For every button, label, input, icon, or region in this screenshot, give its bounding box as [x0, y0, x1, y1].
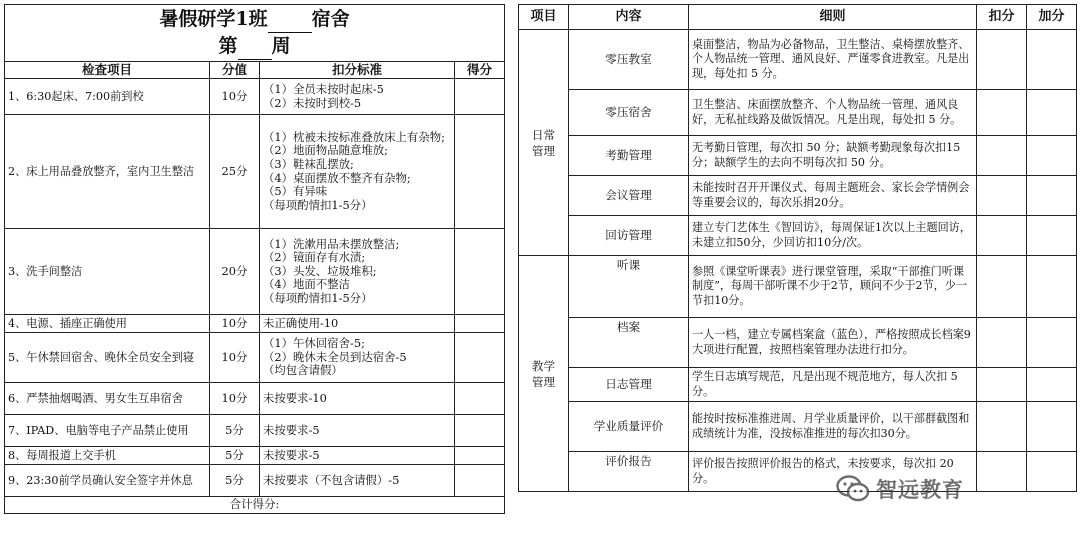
inspection-score: 5分	[210, 447, 260, 465]
rule-row	[519, 402, 1077, 452]
plus-input-cell[interactable]	[1027, 256, 1077, 318]
plus-input-cell[interactable]	[1027, 402, 1077, 452]
plus-input-cell[interactable]	[1027, 136, 1077, 176]
criteria-line: （4）桌面摆放不整齐有杂物;	[263, 170, 411, 185]
criteria-line: 未按要求-10	[263, 390, 327, 405]
rule-row	[519, 136, 1077, 176]
header-row	[5, 62, 505, 79]
header-item: 检查项目	[5, 62, 210, 79]
plus-input-cell[interactable]	[1027, 318, 1077, 368]
rule-detail: 能按时按标准推进周、月学业质量评价，以干部群截图和成绩统计为准，没按标准推进的每次扣30分。	[689, 402, 977, 452]
inspection-row	[5, 383, 505, 415]
watermark-text: 智远教育	[876, 478, 964, 502]
minus-input-cell[interactable]	[977, 256, 1027, 318]
rule-content: 会议管理	[569, 176, 689, 216]
inspection-item: 5、午休禁回宿舍、晚休全员安全到寝	[5, 333, 210, 383]
deduction-criteria	[260, 229, 455, 315]
rule-content: 档案	[569, 318, 689, 368]
criteria-line: （均包含请假）	[263, 363, 343, 378]
sheet-title	[5, 5, 505, 62]
header-category: 项目	[519, 5, 569, 30]
rules-rows	[519, 30, 1077, 492]
inspection-row	[5, 465, 505, 497]
week-number-blank[interactable]	[238, 33, 272, 60]
rule-row	[519, 90, 1077, 136]
criteria-line: 未按要求-5	[263, 447, 320, 462]
deduction-criteria	[260, 333, 455, 383]
inspection-score: 10分	[210, 79, 260, 115]
header-content: 内容	[569, 5, 689, 30]
criteria-line: （1）全员未按时起床-5	[263, 81, 384, 96]
inspection-score: 25分	[210, 115, 260, 229]
criteria-line: （5）有异味	[263, 184, 328, 199]
rule-content: 学业质量评价	[569, 402, 689, 452]
minus-input-cell[interactable]	[977, 216, 1027, 256]
title-prefix: 暑假研学1班	[159, 8, 268, 30]
rule-content: 零压宿舍	[569, 90, 689, 136]
inspection-item: 9、23:30前学员确认安全签字并休息	[5, 465, 210, 497]
inspection-score: 20分	[210, 229, 260, 315]
plus-input-cell[interactable]	[1027, 176, 1077, 216]
criteria-line: （2）地面物品随意堆放;	[263, 143, 388, 158]
criteria-line: （1）午休回宿舍-5;	[263, 336, 365, 351]
inspection-score: 10分	[210, 333, 260, 383]
criteria-line: （每项酌情扣1-5分）	[263, 290, 373, 305]
criteria-line: （3）头发、垃圾堆积;	[263, 263, 377, 278]
inspection-item: 7、IPAD、电脑等电子产品禁止使用	[5, 415, 210, 447]
rule-detail: 评价报告按照评价报告的格式，未按要求，每次扣 20分。	[689, 452, 977, 492]
total-row	[5, 497, 505, 514]
header-plus: 加分	[1027, 5, 1077, 30]
inspection-item: 2、床上用品叠放整齐，室内卫生整洁	[5, 115, 210, 229]
rule-content: 评价报告	[569, 452, 689, 492]
minus-input-cell[interactable]	[977, 30, 1027, 90]
minus-input-cell[interactable]	[977, 318, 1027, 368]
week-prefix: 第	[218, 35, 238, 57]
score-input-cell[interactable]	[455, 415, 505, 447]
minus-input-cell[interactable]	[977, 90, 1027, 136]
deduction-criteria	[260, 465, 455, 497]
header-score: 分值	[210, 62, 260, 79]
management-rules-sheet	[518, 4, 1077, 492]
criteria-line: 未正确使用-10	[263, 315, 339, 330]
inspection-score: 5分	[210, 465, 260, 497]
rule-category	[519, 256, 569, 492]
rule-content: 日志管理	[569, 368, 689, 402]
inspection-item: 6、严禁抽烟喝酒、男女生互串宿舍	[5, 383, 210, 415]
rule-detail: 桌面整洁，物品为必备物品，卫生整洁、桌椅摆放整齐、个人物品统一管理、通风良好、严谨零食进教室。凡是出现，每处扣 5 分。	[689, 30, 977, 90]
score-input-cell[interactable]	[455, 465, 505, 497]
rule-content: 考勤管理	[569, 136, 689, 176]
score-input-cell[interactable]	[455, 383, 505, 415]
rule-category-label: 教学管理	[531, 358, 556, 389]
deduction-criteria	[260, 415, 455, 447]
rule-row	[519, 256, 1077, 318]
rule-detail: 建立专门艺体生《智回访》，每周保证1次以上主题回访，未建立扣50分，少回访扣10分/次。	[689, 216, 977, 256]
inspection-row	[5, 447, 505, 465]
rule-row	[519, 368, 1077, 402]
rule-detail: 一人一档，建立专属档案盒（蓝色），严格按照成长档案9大项进行配置，按照档案管理办法进行扣分。	[689, 318, 977, 368]
rule-detail: 学生日志填写规范，凡是出现不规范地方，每人次扣 5 分。	[689, 368, 977, 402]
plus-input-cell[interactable]	[1027, 90, 1077, 136]
rule-row	[519, 176, 1077, 216]
score-input-cell[interactable]	[455, 315, 505, 333]
total-label: 合计得分:	[5, 497, 505, 514]
inspection-rows	[5, 79, 505, 497]
criteria-line: 未按要求-5	[263, 422, 320, 437]
score-input-cell[interactable]	[455, 115, 505, 229]
rule-content: 回访管理	[569, 216, 689, 256]
deduction-criteria	[260, 115, 455, 229]
dorm-inspection-sheet	[4, 4, 505, 514]
header-detail: 细则	[689, 5, 977, 30]
dorm-number-blank[interactable]	[268, 6, 312, 33]
minus-input-cell[interactable]	[977, 368, 1027, 402]
wechat-icon	[836, 474, 870, 504]
header-got: 得分	[455, 62, 505, 79]
deduction-criteria	[260, 383, 455, 415]
inspection-row	[5, 79, 505, 115]
inspection-row	[5, 115, 505, 229]
header-minus: 扣分	[977, 5, 1027, 30]
inspection-score: 5分	[210, 415, 260, 447]
rule-content: 听课	[569, 256, 689, 318]
score-input-cell[interactable]	[455, 333, 505, 383]
criteria-line: （2）未按时到校-5	[263, 95, 362, 110]
sheet-title-row	[5, 5, 505, 62]
minus-input-cell[interactable]	[977, 402, 1027, 452]
rule-content: 零压教室	[569, 30, 689, 90]
inspection-item: 8、每周报道上交手机	[5, 447, 210, 465]
criteria-line: （4）地面不整洁	[263, 277, 350, 292]
rules-header-row	[519, 5, 1077, 30]
criteria-line: 未按要求（不包含请假）-5	[263, 472, 400, 487]
criteria-line: （2）镜面存有水渍;	[263, 250, 366, 265]
week-suffix: 周	[271, 35, 291, 57]
plus-input-cell[interactable]	[1027, 368, 1077, 402]
rule-detail: 未能按时召开开课仪式、每周主题班会、家长会学情例会等重要会议的，每次乐捐20分。	[689, 176, 977, 216]
rule-row	[519, 216, 1077, 256]
score-input-cell[interactable]	[455, 229, 505, 315]
inspection-score: 10分	[210, 315, 260, 333]
inspection-row	[5, 315, 505, 333]
watermark	[836, 472, 1071, 506]
header-deduction: 扣分标准	[260, 62, 455, 79]
rule-category-label: 日常管理	[531, 127, 556, 158]
score-input-cell[interactable]	[455, 79, 505, 115]
inspection-item: 4、电源、插座正确使用	[5, 315, 210, 333]
deduction-criteria	[260, 315, 455, 333]
inspection-row	[5, 415, 505, 447]
inspection-score: 10分	[210, 383, 260, 415]
rule-detail: 卫生整洁、床面摆放整齐、个人物品统一管理、通风良好，无私扯线路及做饭情况。凡是出现，每处扣 5 分。	[689, 90, 977, 136]
criteria-line: （2）晚休未全员到达宿舍-5	[263, 349, 407, 364]
inspection-row	[5, 333, 505, 383]
score-input-cell[interactable]	[455, 447, 505, 465]
inspection-item: 1、6:30起床、7:00前到校	[5, 79, 210, 115]
deduction-criteria	[260, 79, 455, 115]
rule-detail: 参照《课堂听课表》进行课堂管理，采取“干部推门听课制度”，每周干部听课不少于2节，顾问不少于2节，少一节扣10分。	[689, 256, 977, 318]
title-suffix: 宿舍	[311, 8, 350, 30]
criteria-line: （每项酌情扣1-5分）	[263, 197, 373, 212]
rule-detail: 无考勤日管理，每次扣 50 分；缺额考勤现象每次扣15 分；缺额学生的去向不明每次扣 50 分。	[689, 136, 977, 176]
inspection-item: 3、洗手间整洁	[5, 229, 210, 315]
rule-row	[519, 318, 1077, 368]
rule-row	[519, 30, 1077, 90]
inspection-row	[5, 229, 505, 315]
criteria-line: （3）鞋袜乱摆放;	[263, 156, 354, 171]
criteria-line: （1）枕被未按标准叠放床上有杂物;	[263, 129, 445, 144]
criteria-line: （1）洗漱用品未摆放整洁;	[263, 236, 400, 251]
deduction-criteria	[260, 447, 455, 465]
plus-input-cell[interactable]	[1027, 30, 1077, 90]
minus-input-cell[interactable]	[977, 176, 1027, 216]
rule-category	[519, 30, 569, 256]
plus-input-cell[interactable]	[1027, 216, 1077, 256]
minus-input-cell[interactable]	[977, 136, 1027, 176]
